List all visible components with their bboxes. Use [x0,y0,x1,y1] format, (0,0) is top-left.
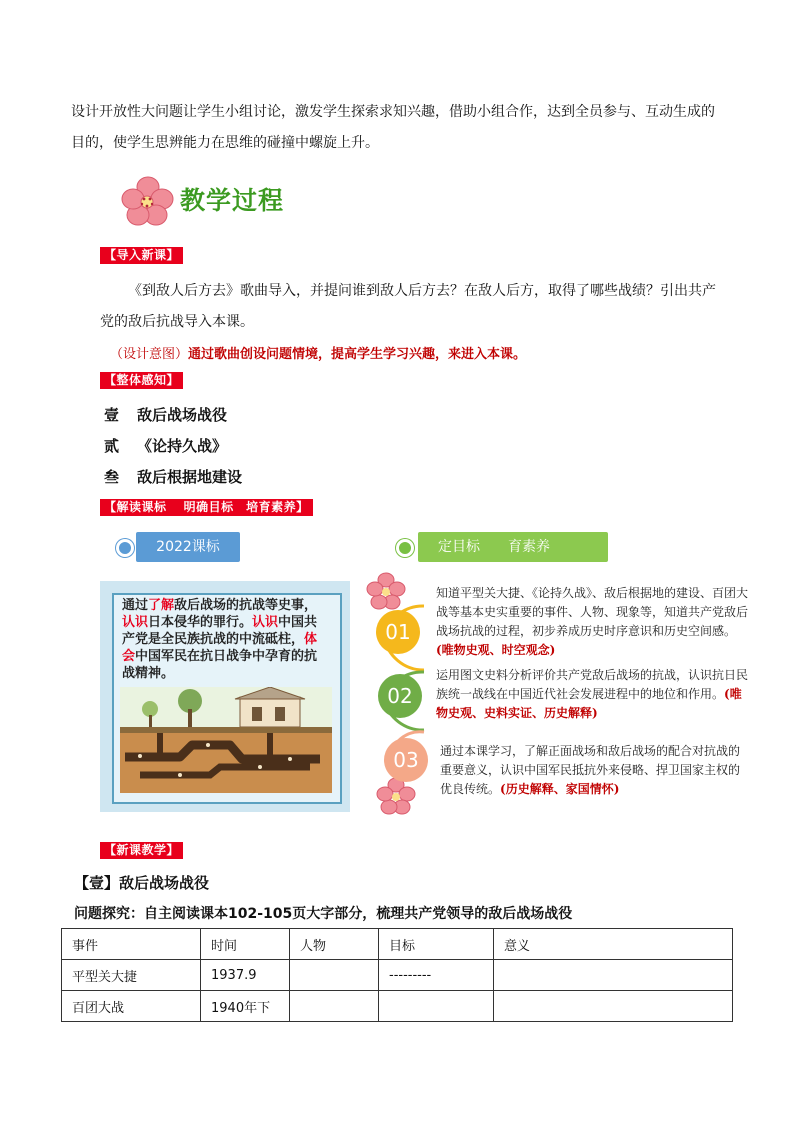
header-cell: 时间 [201,929,290,960]
pill-goals-b: 育素养 [508,539,550,555]
intro-line-1: 设计开放性大问题让学生小组讨论，激发学生探索求知兴趣，借助小组合作，达到全员参与、互动生成的 [71,104,715,120]
table-cell: 1940年下 [201,991,290,1022]
table-cell: 平型关大捷 [62,960,201,991]
goal-1 [436,584,750,660]
std-text: 通过 [122,598,149,613]
intro-line-2: 目的，使学生思辨能力在思维的碰撞中螺旋上升。 [71,135,379,151]
tunnel-warfare-illustration [120,687,332,793]
blue-dot-icon [116,539,134,557]
goal-2 [436,666,750,723]
std-emph: 了解 [148,598,175,613]
design-intent-text: 通过歌曲创设问题情境，提高学生学习兴趣，来进入本课。 [188,347,527,362]
section-one-title: 【壹】敌后战场战役 [74,874,210,892]
outline-num: 贰 [104,437,120,455]
header-cell: 意义 [494,929,733,960]
green-dot-icon [396,539,414,557]
std-emph: 认识 [252,615,279,630]
outline-title: 敌后战场战役 [137,406,228,424]
goal-literacy: (历史解释、家国情怀) [500,782,620,796]
table-cell: --------- [379,960,494,991]
goal-literacy: (唯物史观、时空观念) [436,643,556,657]
outline-item-3 [104,466,242,487]
goal-text: 通过本课学习，了解正面战场和敌后战场的配合对抗战的重要意义，认识中国军民抵抗外来侵略、捍卫国家主权的优良传统。 [440,744,741,796]
outline-num: 壹 [104,406,120,424]
table-cell: 1937.9 [201,960,290,991]
goal-number-02: 02 [378,674,422,718]
tag-intro: 【导入新课】 [100,247,183,264]
design-intent-label: （设计意图） [110,347,189,362]
std-text: 日本侵华的罪行。 [148,615,253,630]
tag-standards: 【解读课标 明确目标 培育素养】 [100,499,313,516]
pill-curriculum-standard: 2022课标 [136,532,240,562]
battle-table [61,928,733,1022]
pill-goals-a: 定目标 [438,539,480,555]
outline-title: 敌后根据地建设 [137,468,243,486]
std-emph: 体会 [122,632,318,664]
tag-overall: 【整体感知】 [100,372,183,389]
outline-num: 叁 [104,468,120,486]
standard-panel [100,581,350,812]
section-one-question: 问题探究：自主阅读课本102-105页大字部分，梳理共产党领导的敌后战场战役 [74,906,573,922]
goal-number-03: 03 [384,738,428,782]
table-row [62,991,733,1022]
lead-in-line-1: 《到敌人后方去》歌曲导入，并提问谁到敌人后方去？在敌人后方，取得了哪些战绩？引出共产 [128,283,716,299]
header-cell: 人物 [290,929,379,960]
section-heading: 教学过程 [180,186,285,215]
standard-text [122,597,322,682]
table-row [62,960,733,991]
table-cell [290,991,379,1022]
goal-text: 运用图文史料分析评价共产党敌后战场的抗战，认识抗日民族统一战线在中国近代社会发展进程中的地位和作用。 [436,668,749,701]
design-intent [110,343,526,362]
goal-3 [440,742,750,799]
header-cell: 事件 [62,929,201,960]
goal-text: 知道平型关大捷、《论持久战》、敌后根据地的建设、百团大战等基本史实重要的事件、人物、现象等，知道共产党敌后战场抗战的过程，初步养成历史时序意识和历史空间感。 [436,586,749,638]
goal-literacy: (唯物史观、史料实证、历史解释) [436,687,742,720]
lead-in-line-2: 党的敌后抗战导入本课。 [100,314,254,330]
goal-number-01: 01 [376,610,420,654]
std-text: 中国军民在抗日战争中孕育的抗战精神。 [122,649,318,681]
outline-item-2 [104,435,227,456]
std-text: 中国共产党是全民族抗战的中流砥柱， [122,615,318,647]
pill-goals [418,532,608,562]
tag-new-lesson: 【新课教学】 [100,842,183,859]
std-emph: 认识 [122,615,149,630]
plum-blossom-icon [374,776,418,816]
header-cell: 目标 [379,929,494,960]
plum-blossom-icon [118,175,178,227]
table-cell [290,960,379,991]
outline-item-1 [104,404,227,425]
table-cell [494,991,733,1022]
outline-title: 《论持久战》 [137,437,228,455]
table-cell [494,960,733,991]
table-cell [379,991,494,1022]
table-header-row [62,929,733,960]
std-text: 敌后战场的抗战等史事， [174,598,318,613]
table-cell: 百团大战 [62,991,201,1022]
